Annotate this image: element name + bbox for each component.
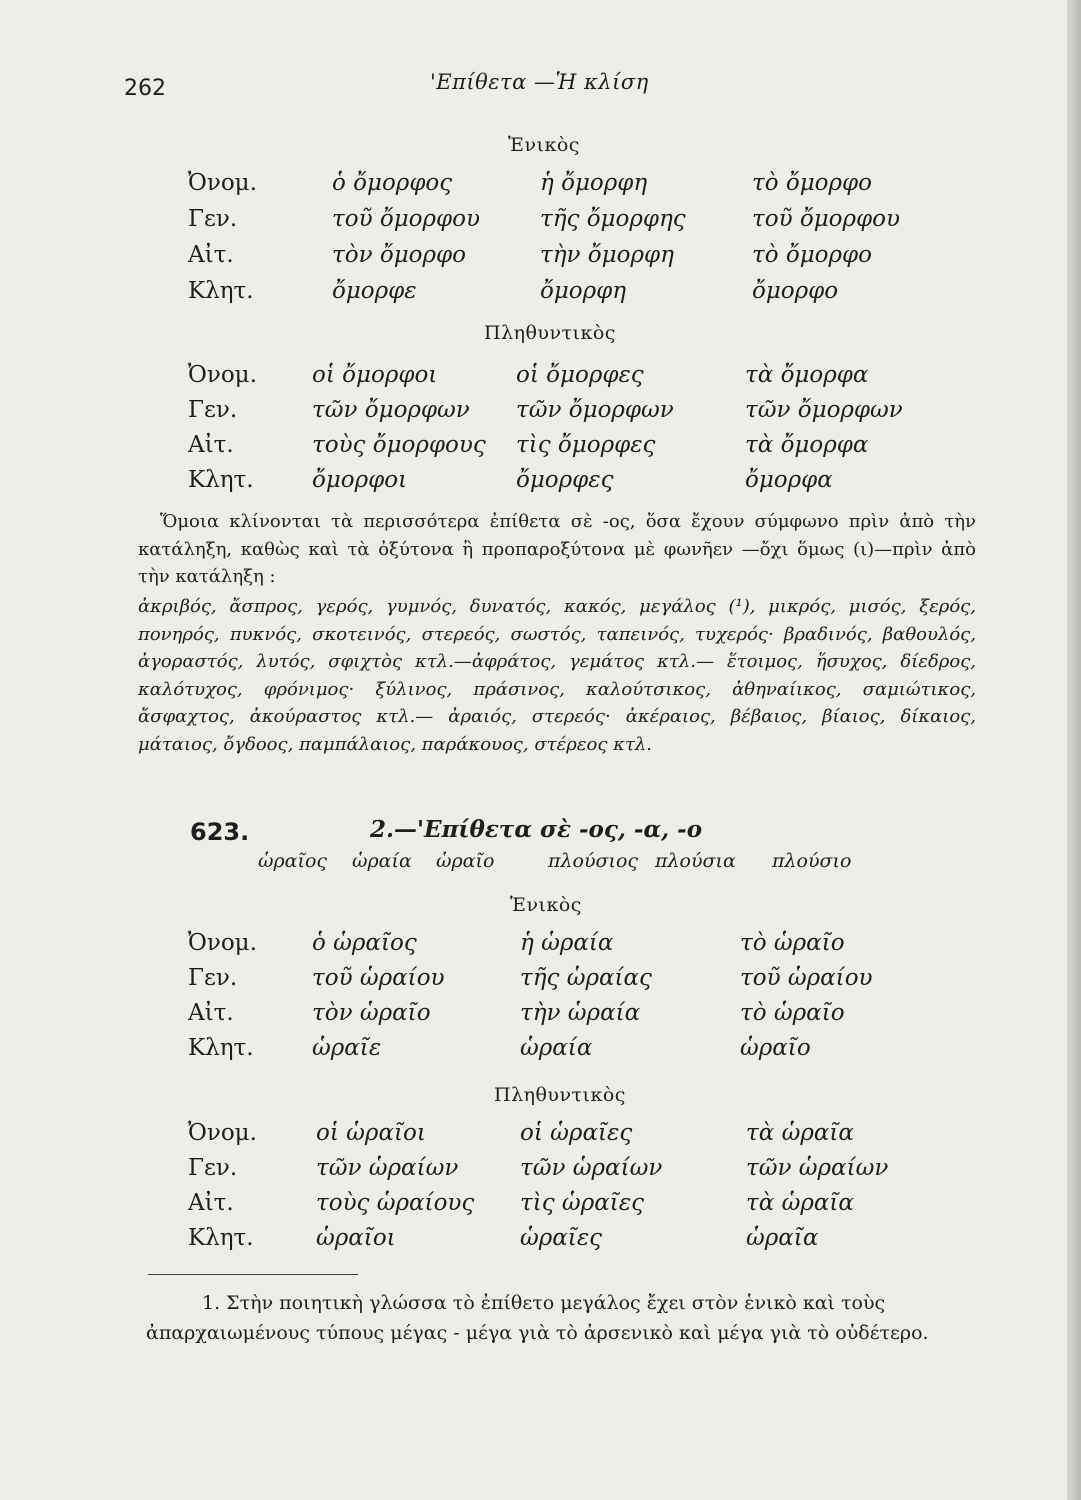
feminine-form: ἡ ὄμορφη <box>540 170 648 196</box>
declension-row <box>0 1000 1081 1034</box>
masculine-form: ὁ ὄμορφος <box>332 170 453 196</box>
paragraph-intro: Ὅμοια κλίνονται τὰ περισσότερα ἐπίθετα σὲ -ος, ὅσα ἔχουν σύμφωνο πρὶν ἀπὸ τὴν κατάληξη, καθὼς καὶ τὰ ὀξύτονα ἢ προπαροξύτονα μὲ φωνῆεν —ὄχι ὅμως (ι)—πρὶν ἀπὸ τὴν κατάληξη : <box>138 511 976 588</box>
neuter-form: ὡραῖα <box>746 1225 819 1251</box>
case-label: Ὀνομ. <box>188 1120 257 1146</box>
table1-singular-label: Ἑνικὸς <box>508 134 580 156</box>
neuter-form: τοῦ ὄμορφου <box>752 206 900 232</box>
masculine-form: οἱ ὡραῖοι <box>316 1120 426 1146</box>
masculine-form: τοῦ ὄμορφου <box>332 206 480 232</box>
case-label: Γεν. <box>188 397 238 423</box>
case-label: Κλητ. <box>188 278 254 304</box>
feminine-form: ὡραῖες <box>520 1225 603 1251</box>
neuter-form: τὰ ὡραῖα <box>746 1120 854 1146</box>
neuter-form: τὸ ὡραῖο <box>740 930 845 956</box>
declension-row <box>0 1120 1081 1154</box>
neuter-form: ὄμορφα <box>745 467 833 493</box>
case-label: Γεν. <box>188 965 238 991</box>
feminine-form: τὴν ὡραία <box>520 1000 641 1026</box>
neuter-form: τὸ ὄμορφο <box>752 170 872 196</box>
declension-row <box>0 1190 1081 1224</box>
neuter-form: τὰ ὡραῖα <box>746 1190 854 1216</box>
neuter-form: ὡραῖο <box>740 1035 811 1061</box>
feminine-form: τῆς ὄμορφης <box>540 206 686 232</box>
declension-row <box>0 930 1081 964</box>
form-1: ὡραῖος <box>258 850 328 872</box>
neuter-form: τὸ ὄμορφο <box>752 242 872 268</box>
feminine-form: τὶς ὄμορφες <box>516 432 656 458</box>
feminine-form: ὄμορφες <box>516 467 614 493</box>
masculine-form: ὁ ὡραῖος <box>312 930 417 956</box>
case-label: Αἰτ. <box>188 432 234 458</box>
masculine-form: τοὺς ὡραίους <box>316 1190 475 1216</box>
masculine-form: ὡραῖε <box>312 1035 382 1061</box>
feminine-form: οἱ ὄμορφες <box>516 362 644 388</box>
feminine-form: οἱ ὡραῖες <box>520 1120 633 1146</box>
case-label: Ὀνομ. <box>188 362 257 388</box>
declension-row <box>0 1155 1081 1189</box>
declension-row <box>0 170 1081 204</box>
page-number: 262 <box>124 76 166 101</box>
neuter-form: τῶν ὄμορφων <box>745 397 903 423</box>
neuter-form: τὰ ὄμορφα <box>745 432 869 458</box>
table2-plural-label: Πληθυντικὸς <box>494 1084 626 1106</box>
table2-singular-label: Ἑνικὸς <box>510 894 582 916</box>
form-2: ὡραία <box>352 850 412 872</box>
declension-row <box>0 965 1081 999</box>
case-label: Ὀνομ. <box>188 170 257 196</box>
masculine-form: τοὺς ὄμορφους <box>312 432 486 458</box>
feminine-form: τῆς ὡραίας <box>520 965 652 991</box>
feminine-form: τῶν ὄμορφων <box>516 397 674 423</box>
masculine-form: τῶν ὡραίων <box>316 1155 459 1181</box>
neuter-form: τὸ ὡραῖο <box>740 1000 845 1026</box>
declension-row <box>0 1225 1081 1259</box>
masculine-form: οἱ ὄμορφοι <box>312 362 438 388</box>
masculine-form: ὄμορφοι <box>312 467 408 493</box>
declension-row <box>0 397 1081 431</box>
footnote-rule <box>148 1274 358 1275</box>
case-label: Γεν. <box>188 1155 238 1181</box>
feminine-form: ἡ ὡραία <box>520 930 614 956</box>
feminine-form: τὴν ὄμορφη <box>540 242 674 268</box>
declension-row <box>0 206 1081 240</box>
declension-row <box>0 1035 1081 1069</box>
footnote: 1. Στὴν ποιητικὴ γλώσσα τὸ ἐπίθετο μεγάλος ἔχει στὸν ἑνικὸ καὶ τοὺς ἀπαρχαιωμένους τύπους μέγας - μέγα γιὰ τὸ ἀρσενικὸ καὶ μέγα γιὰ τὸ οὐδέτερο. <box>146 1292 929 1344</box>
feminine-form: ὄμορφη <box>540 278 627 304</box>
case-label: Ὀνομ. <box>188 930 257 956</box>
form-3: ὡραῖο <box>436 850 495 872</box>
case-label: Αἰτ. <box>188 242 234 268</box>
declension-row <box>0 362 1081 396</box>
form-4: πλούσιος <box>548 850 639 872</box>
declension-row <box>0 242 1081 276</box>
neuter-form: τοῦ ὡραίου <box>740 965 873 991</box>
table1-plural-label: Πληθυντικὸς <box>484 322 616 344</box>
section-number: 623. <box>190 818 250 846</box>
case-label: Κλητ. <box>188 1225 254 1251</box>
neuter-form: τῶν ὡραίων <box>746 1155 889 1181</box>
declension-row <box>0 432 1081 466</box>
paragraph-examples: ἀκριβός, ἄσπρος, γερός, γυμνός, δυνατός, κακός, μεγάλος (¹), μικρός, μισός, ξερός, πονηρός, πυκνός, σκοτεινός, στερεός, σωστός, ταπεινός, τυχερός· βραδινός, βαθουλός, ἀγοραστός, λυτός, σφιχτὸς κτλ.—ἀφράτος, γεμάτος κτλ.— ἕτοιμος, ἥσυχος, δίεδρος, καλότυχος, φρόνιμος· ξύλινος, πράσινος, καλούτσικος, ἀθηναίικος, σαμιώτικος, ἄσφαχτος, ἀκούραστος κτλ.— ἀραιός, στερεός· ἀκέραιος, βέβαιος, βίαιος, δίκαιος, μάταιος, ὄγδοος, παμπάλαιος, παράκουος, στέρεος κτλ. <box>138 596 976 755</box>
declension-row <box>0 278 1081 312</box>
form-6: πλούσιο <box>772 850 852 872</box>
section-title: 2.—'Επίθετα σὲ -ος, -α, -ο <box>370 816 703 843</box>
masculine-form: τοῦ ὡραίου <box>312 965 445 991</box>
case-label: Αἰτ. <box>188 1000 234 1026</box>
masculine-form: ὄμορφε <box>332 278 417 304</box>
running-title: 'Επίθετα —Ἡ κλίση <box>430 70 649 94</box>
feminine-form: τῶν ὡραίων <box>520 1155 663 1181</box>
form-5: πλούσια <box>655 850 736 872</box>
neuter-form: τὰ ὄμορφα <box>745 362 869 388</box>
case-label: Αἰτ. <box>188 1190 234 1216</box>
declension-row <box>0 467 1081 501</box>
masculine-form: ὡραῖοι <box>316 1225 396 1251</box>
case-label: Κλητ. <box>188 1035 254 1061</box>
masculine-form: τὸν ὄμορφο <box>332 242 466 268</box>
masculine-form: τῶν ὄμορφων <box>312 397 470 423</box>
masculine-form: τὸν ὡραῖο <box>312 1000 431 1026</box>
case-label: Γεν. <box>188 206 238 232</box>
neuter-form: ὄμορφο <box>752 278 839 304</box>
feminine-form: τὶς ὡραῖες <box>520 1190 644 1216</box>
feminine-form: ὡραία <box>520 1035 593 1061</box>
case-label: Κλητ. <box>188 467 254 493</box>
